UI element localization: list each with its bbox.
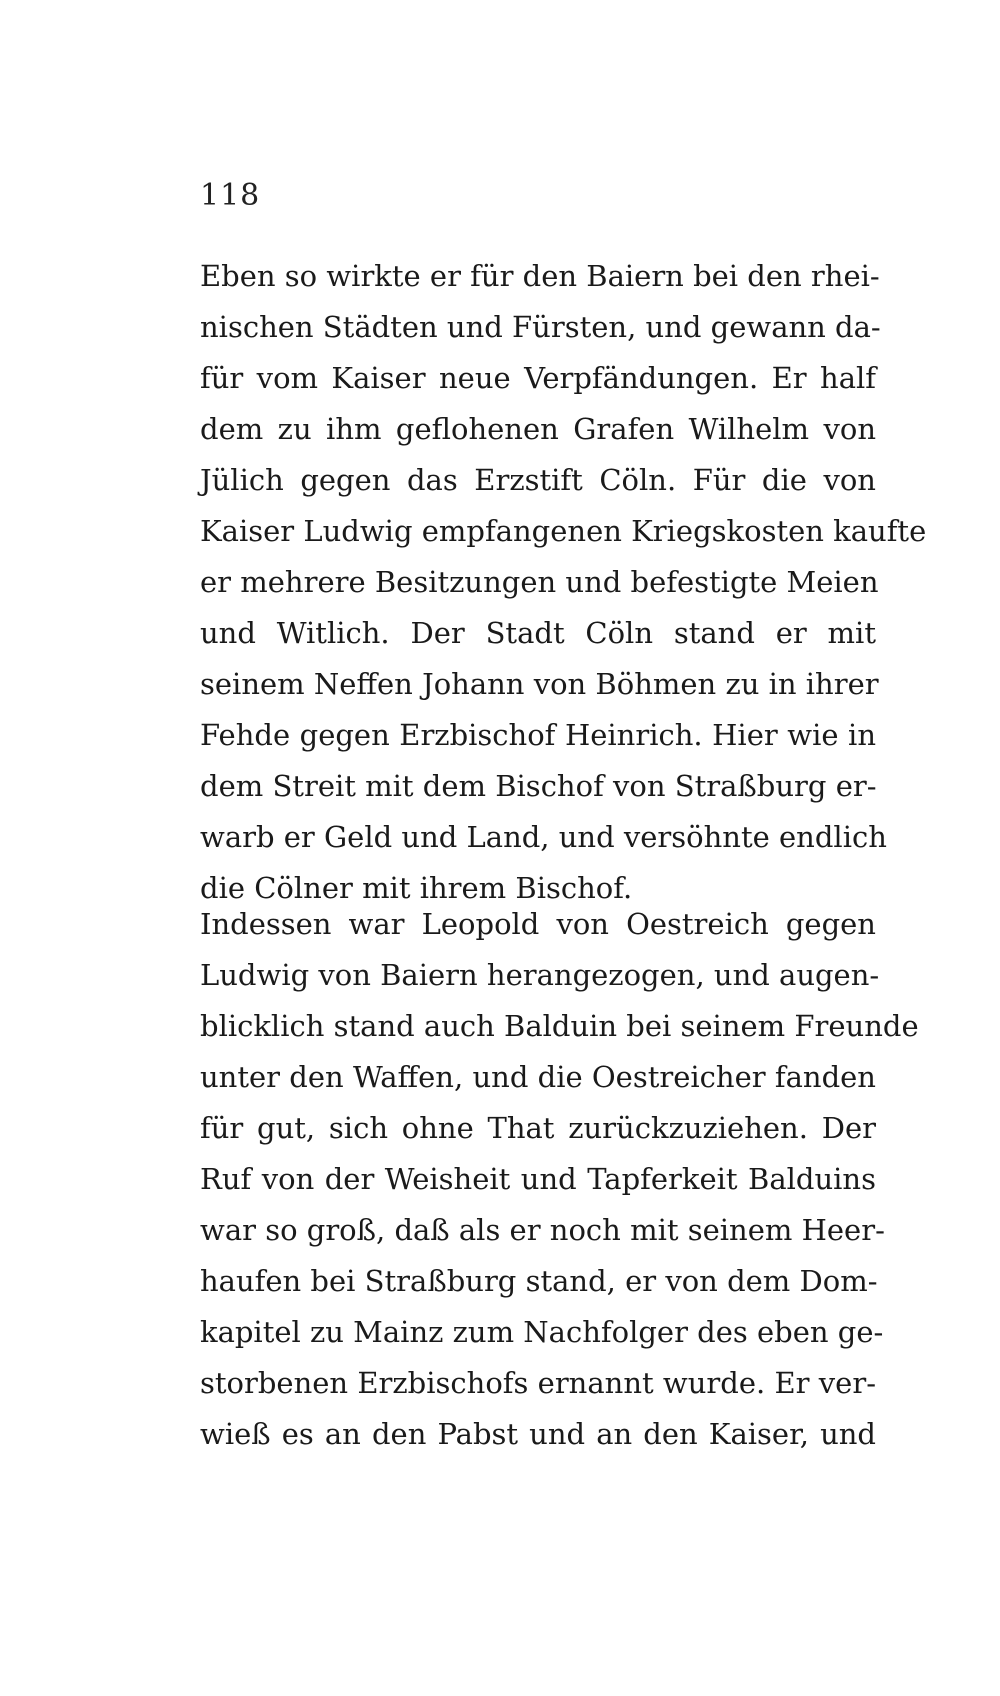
text-line: dem Streit mit dem Bischof von Straßburg er- — [200, 769, 877, 803]
text-line: warb er Geld und Land, und versöhnte endlich — [200, 820, 887, 854]
text-line: Kaiser Ludwig empfangenen Kriegskosten kaufte — [200, 514, 927, 548]
text-line: war so groß, daß als er noch mit seinem Heer- — [200, 1213, 885, 1247]
text-line: storbenen Erzbischofs ernannt wurde. Er ver- — [200, 1366, 876, 1400]
text-line: nischen Städten und Fürsten, und gewann da- — [200, 310, 881, 344]
text-line: für gut, sich ohne That zurückzuziehen. Der — [200, 1111, 876, 1145]
text-line: die Cölner mit ihrem Bischof. — [200, 871, 633, 905]
text-line: wieß es an den Pabst und an den Kaiser, und — [200, 1417, 876, 1451]
text-line: blicklich stand auch Balduin bei seinem Freunde — [200, 1009, 919, 1043]
text-line: er mehrere Besitzungen und befestigte Meien — [200, 565, 879, 599]
text-line: Indessen war Leopold von Oestreich gegen — [200, 907, 876, 941]
text-line: dem zu ihm geflohenen Grafen Wilhelm von — [200, 412, 876, 446]
text-line: Ludwig von Baiern herangezogen, und augen- — [200, 958, 880, 992]
text-line: und Witlich. Der Stadt Cöln stand er mit — [200, 616, 876, 650]
paragraph-2 — [200, 899, 919, 1460]
paragraph-1 — [200, 251, 927, 914]
text-line: unter den Waffen, und die Oestreicher fanden — [200, 1060, 876, 1094]
text-line: Eben so wirkte er für den Baiern bei den rhei- — [200, 259, 880, 293]
text-line: Fehde gegen Erzbischof Heinrich. Hier wie in — [200, 718, 876, 752]
text-line: haufen bei Straßburg stand, er von dem Dom- — [200, 1264, 878, 1298]
text-line: für vom Kaiser neue Verpfändungen. Er half — [200, 361, 876, 395]
page-number: 118 — [200, 178, 261, 213]
text-line: seinem Neffen Johann von Böhmen zu in ihrer — [200, 667, 879, 701]
text-line: kapitel zu Mainz zum Nachfolger des eben ge- — [200, 1315, 884, 1349]
text-line: Jülich gegen das Erzstift Cöln. Für die von — [200, 463, 876, 497]
text-line: Ruf von der Weisheit und Tapferkeit Balduins — [200, 1162, 876, 1196]
